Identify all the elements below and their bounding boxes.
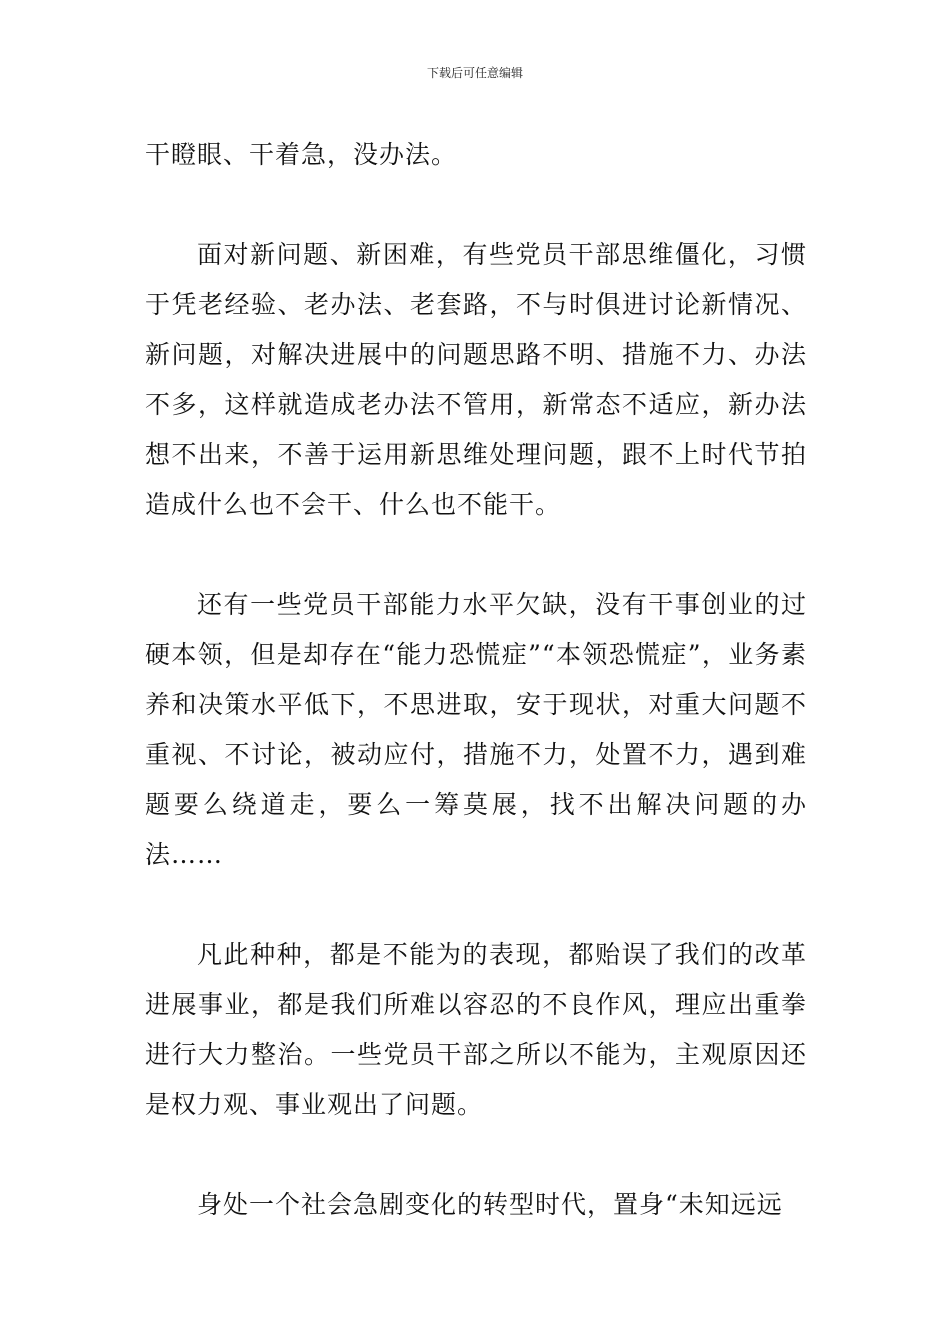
paragraph-5: 身处一个社会急剧变化的转型时代，置身“未知远远 [197,1190,783,1219]
paragraph-spacer [145,880,807,930]
paragraph-3: 还有一些党员干部能力水平欠缺，没有干事创业的过硬本领，但是却存在“能力恐慌症”“本领恐慌症”，业务素养和决策水平低下，不思进取，安于现状，对重大问题不重视、不讨论，被动应付，措施不力，处置不力，遇到难题要么绕道走，要么一筹莫展，找不出解决问题的办法…… [145,590,807,869]
paragraph-2: 面对新问题、新困难，有些党员干部思维僵化，习惯于凭老经验、老办法、老套路，不与时俱进讨论新情况、新问题，对解决进展中的问题思路不明、措施不力、办法不多，这样就造成老办法不管用，新常态不适应，新办法想不出来，不善于运用新思维处理问题，跟不上时代节拍造成什么也不会干、什么也不能干。 [145,240,807,519]
document-body [145,130,807,1230]
paragraph-spacer [145,180,807,230]
paragraph-spacer [145,1130,807,1180]
page-header-note: 下载后可任意编辑 [426,66,523,80]
paragraph-spacer [145,530,807,580]
paragraph-1: 干瞪眼、干着急，没办法。 [145,140,458,169]
paragraph-4: 凡此种种，都是不能为的表现，都贻误了我们的改革进展事业，都是我们所难以容忍的不良作风，理应出重拳进行大力整治。一些党员干部之所以不能为，主观原因还是权力观、事业观出了问题。 [145,940,807,1119]
